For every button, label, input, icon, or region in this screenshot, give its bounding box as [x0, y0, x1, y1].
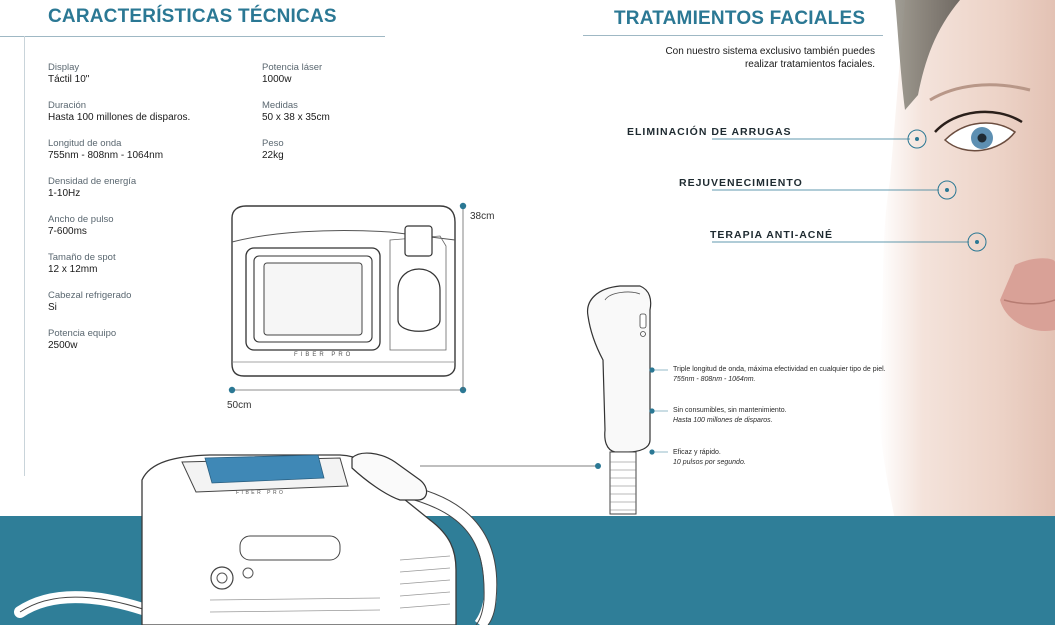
- spec-value: Táctil 10": [48, 74, 90, 85]
- feature-main: Sin consumibles, sin mantenimiento.: [673, 407, 787, 414]
- spec-label: Tamaño de spot: [48, 252, 116, 263]
- spec-value: 1-10Hz: [48, 188, 81, 199]
- spec-label: Potencia equipo: [48, 328, 117, 339]
- device-3d-brand-label: FIBER PRO: [236, 490, 286, 496]
- spec-label: Display: [48, 62, 80, 73]
- spec-label: Peso: [262, 138, 284, 149]
- spec-value: Hasta 100 millones de disparos.: [48, 112, 191, 123]
- treatment-anti-acne: TERAPIA ANTI-ACNÉ: [710, 229, 833, 241]
- dimension-height-label: 38cm: [470, 211, 495, 222]
- feature-main: Triple longitud de onda, máxima efectividad en cualquier tipo de piel.: [673, 366, 886, 373]
- spec-value: 2500w: [48, 340, 78, 351]
- feature-sub: 755nm - 808nm - 1064nm.: [673, 376, 756, 383]
- intro-line-2: realizar tratamientos faciales.: [744, 59, 875, 70]
- spec-value: 12 x 12mm: [48, 264, 98, 275]
- spec-value: 755nm - 808nm - 1064nm: [48, 150, 164, 161]
- spec-label: Ancho de pulso: [48, 214, 114, 225]
- spec-value: 1000w: [262, 74, 292, 85]
- device-brand-label: FIBER PRO: [294, 352, 354, 358]
- treatment-rejuvenecimiento: REJUVENECIMIENTO: [679, 177, 803, 189]
- spec-label: Potencia láser: [262, 62, 323, 73]
- intro-line-1: Con nuestro sistema exclusivo también puedes: [665, 46, 875, 57]
- feature-sub: Hasta 100 millones de disparos.: [673, 417, 773, 424]
- feature-sub: 10 pulsos por segundo.: [673, 459, 746, 466]
- specs-heading: CARACTERÍSTICAS TÉCNICAS: [48, 6, 337, 27]
- spec-label: Cabezal refrigerado: [48, 290, 132, 301]
- treatment-arrugas: ELIMINACIÓN DE ARRUGAS: [627, 126, 792, 138]
- spec-value: 50 x 38 x 35cm: [262, 112, 330, 123]
- spec-value: 22kg: [262, 150, 284, 161]
- spec-label: Longitud de onda: [48, 138, 122, 149]
- spec-value: 7-600ms: [48, 226, 87, 237]
- treatments-heading: TRATAMIENTOS FACIALES: [614, 8, 866, 29]
- feature-main: Eficaz y rápido.: [673, 449, 721, 456]
- dimension-width-label: 50cm: [227, 400, 252, 411]
- spec-label: Densidad de energía: [48, 176, 137, 187]
- spec-label: Duración: [48, 100, 87, 111]
- spec-value: Si: [48, 302, 57, 313]
- spec-label: Medidas: [262, 100, 298, 111]
